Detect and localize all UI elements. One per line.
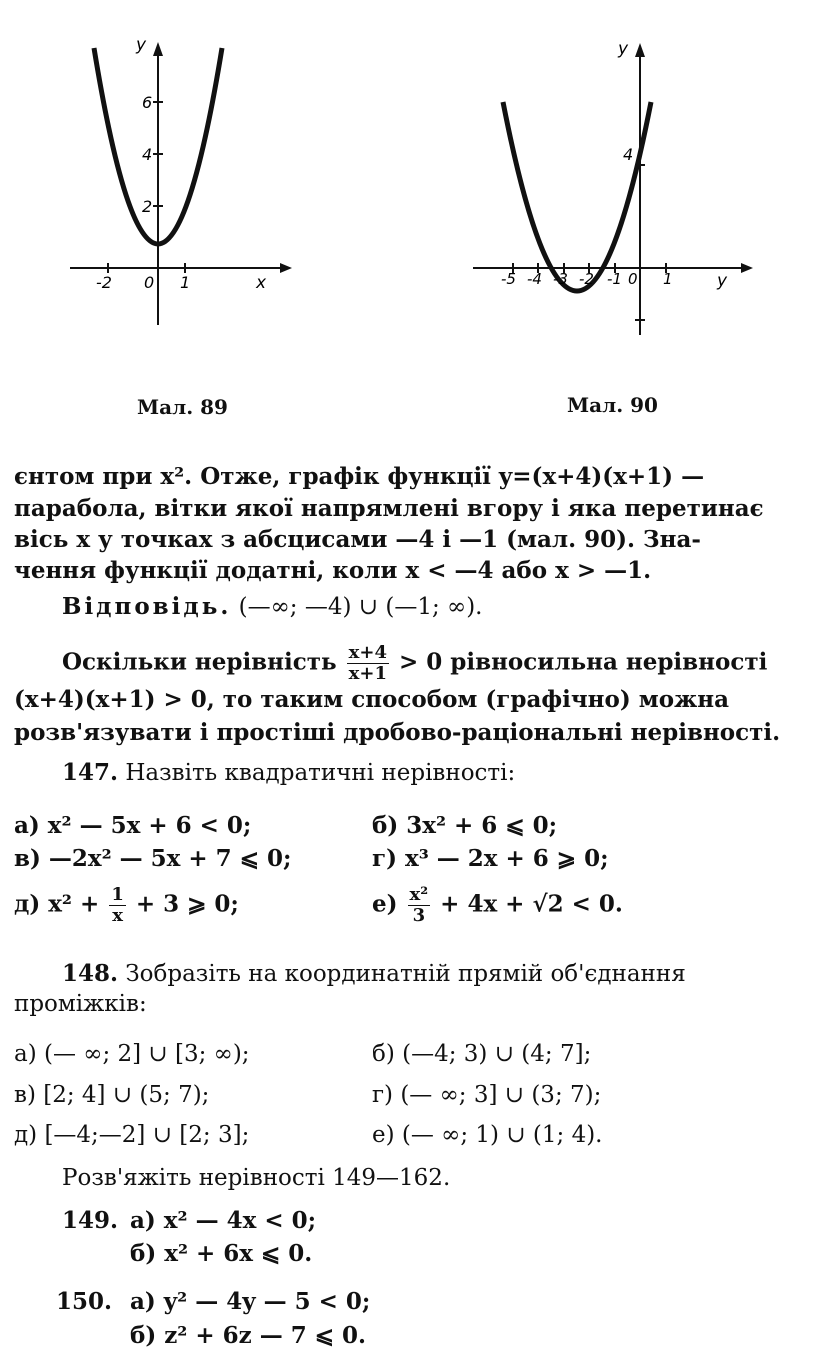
ex148-item-d: д) [—4;—2] ∪ [2; 3]; [14, 1122, 250, 1148]
x-arrow-icon [280, 263, 292, 273]
fraction-numerator: x+4 [348, 642, 387, 663]
text-fragment: + 4x + √2 < 0. [440, 890, 623, 918]
exercise-148-title [62, 960, 807, 989]
exercise-number: 148. [62, 960, 119, 987]
x-axis-label: x [256, 273, 267, 293]
ex148-item-g: г) (— ∞; 3] ∪ (3; 7); [372, 1082, 602, 1108]
solve-instruction: Розв'яжіть нерівності 149—162. [62, 1165, 451, 1191]
ex150-item-a: а) y² — 4y — 5 < 0; [130, 1288, 371, 1315]
x-tick-label: 1 [663, 270, 673, 288]
answer-line [62, 593, 807, 622]
ex148-item-b: б) (—4; 3) ∪ (4; 7]; [372, 1041, 592, 1067]
figure-90-caption: Мал. 90 [567, 393, 658, 417]
x-tick-label: -3 [553, 270, 568, 288]
x-tick-label: -5 [501, 270, 516, 288]
text-fragment: + 3 ⩾ 0; [135, 890, 239, 918]
ex147-item-a: а) x² — 5x + 6 < 0; [14, 812, 252, 839]
text-line: єнтом при x². Отже, графік функції y=(x+4)(x+1) — [14, 463, 705, 490]
y-axis-label: y [136, 35, 147, 55]
ex149-item-b: б) x² + 6x ⩽ 0. [130, 1240, 313, 1267]
ex148-item-v: в) [2; 4] ∪ (5; 7); [14, 1082, 210, 1108]
ex147-item-e [372, 885, 623, 926]
fraction-numerator: x² [409, 884, 429, 905]
exercise-title-cont: проміжків: [14, 991, 147, 1017]
fraction-denominator: x+1 [348, 662, 387, 684]
text-line [62, 643, 807, 684]
y-tick-label: 4 [623, 145, 634, 164]
ex147-item-g: г) x³ — 2x + 6 ⩾ 0; [372, 845, 609, 872]
figure-90 [465, 30, 765, 340]
text-fragment: д) x² + [14, 890, 100, 918]
x-tick-label: 0 [628, 270, 638, 288]
answer-label: Відповідь. [62, 593, 232, 620]
x-tick-label: -1 [607, 270, 622, 288]
figure-89-caption: Мал. 89 [137, 395, 228, 419]
ex147-item-d [14, 885, 239, 926]
y-axis-label: y [618, 39, 629, 59]
exercise-title: Назвіть квадратичні нерівності: [125, 760, 516, 786]
x-tick-label: 1 [180, 273, 191, 292]
text-line: (x+4)(x+1) > 0, то таким способом (графічно) можна [14, 686, 730, 713]
exercise-title: Зобразіть на координатній прямій об'єднання [125, 961, 686, 987]
fraction [109, 885, 126, 926]
text-line: розв'язувати і простіші дробово-раціональні нерівності. [14, 719, 781, 746]
ex150-item-b: б) z² + 6z — 7 ⩽ 0. [130, 1322, 367, 1349]
exercise-150-number: 150. [56, 1288, 113, 1315]
text-line: вісь x у точках з абсцисами —4 і —1 (мал. 90). Зна- [14, 526, 701, 553]
fraction [347, 643, 389, 684]
text-fragment: > 0 рівносильна нерівності [398, 648, 768, 676]
y-arrow-icon [635, 43, 645, 57]
text-line: парабола, вітки якої напрямлені вгору і яка перетинає [14, 495, 764, 522]
ex147-item-v: в) —2x² — 5x + 7 ⩽ 0; [14, 845, 292, 872]
ex149-item-a: а) x² — 4x < 0; [130, 1207, 317, 1234]
x-tick-label: -2 [579, 270, 594, 288]
ex148-item-a: а) (— ∞; 2] ∪ [3; ∞); [14, 1041, 250, 1067]
answer-value: (—∞; —4) ∪ (—1; ∞). [238, 594, 483, 620]
parabola-curve [503, 102, 651, 291]
x-tick-label: -4 [527, 270, 542, 288]
y-tick-label: 6 [142, 93, 153, 112]
text-fragment: е) [372, 890, 398, 918]
x-tick-label: 0 [144, 273, 155, 292]
exercise-number: 147. [62, 759, 119, 786]
x-axis-label: y [717, 271, 728, 291]
text-line: чення функції додатні, коли x < —4 або x > —1. [14, 557, 652, 584]
fraction-numerator: 1 [111, 884, 124, 905]
y-tick-label: 4 [142, 145, 153, 164]
ex147-item-b: б) 3x² + 6 ⩽ 0; [372, 812, 558, 839]
x-tick-label: -2 [96, 273, 112, 292]
fraction-denominator: 3 [412, 904, 426, 926]
exercise-149-number: 149. [62, 1207, 119, 1234]
fraction-denominator: x [112, 904, 123, 926]
y-arrow-icon [153, 42, 163, 56]
y-tick-label: 2 [142, 197, 153, 216]
x-arrow-icon [741, 263, 753, 273]
ex148-item-e: е) (— ∞; 1) ∪ (1; 4). [372, 1122, 603, 1148]
exercise-147-title [62, 759, 807, 788]
text-fragment: Оскільки нерівність [62, 648, 337, 676]
fraction [408, 885, 431, 926]
figure-89 [60, 30, 300, 330]
